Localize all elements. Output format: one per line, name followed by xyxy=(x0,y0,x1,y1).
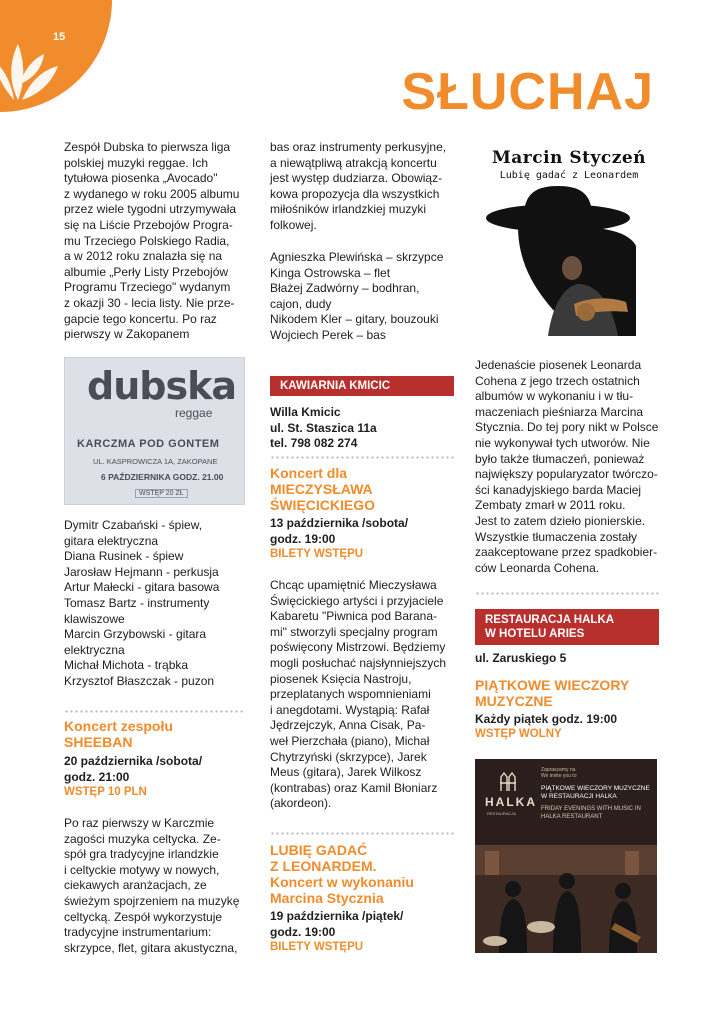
dubska-entry: WSTĘP 20 ZŁ xyxy=(135,489,188,498)
ticket-info: BILETY WSTĘPU xyxy=(270,548,364,561)
halka-event-en: FRIDAY EVENINGS WITH MUSIC IN HALKA RESTAURANT xyxy=(541,806,641,820)
event-date: 19 października /piątek/ xyxy=(270,909,404,923)
sheeban-members: Agnieszka Plewińska – skrzypce Kinga Ostrowska – flet Błażej Zadwórny – bodhran, cajon, dudy Nikodem Kler – gitary, bouzouki Wojciech Perek – bas xyxy=(270,250,444,342)
section-title: SŁUCHAJ xyxy=(401,63,654,121)
sheeban-continued: bas oraz instrumenty perkusyjne, a niewątpliwą atrakcją koncertu jest występ dudziarza. Obowiąz- kowa propozycja dla wszystkich miłośników irlandzkiej muzyki folkowej. xyxy=(270,140,447,232)
page-number: 15 xyxy=(53,31,66,43)
kmicic-address: Willa Kmicic ul. St. Staszica 11a tel. 798 082 274 xyxy=(270,405,377,451)
divider xyxy=(270,456,454,459)
swiecicki-description: Chcąc upamiętnić Mieczysława Święcickiego artyści i przyjaciele Kabaretu "Piwnica pod Barana- mi" stworzyli specjalny program poświęcony Mistrzowi. Będziemy mogli posłuchać najsłynniejszych piosenek Księcia Nastroju, przeplatanych wspomnieniami i anegdotami. Wystąpią: Rafał Jędrzejczyk, Anna Cisak, Pa- weł Pierzchała (piano), Michał Chytrzyński (skrzypce), Jarek Meus (gitara), Jarek Wilkosz (kontrabas) oraz Kamil Błoniarz (akordeon). xyxy=(270,578,447,811)
dubska-date: 6 PAŹDZIERNIKA GODZ. 21.00 xyxy=(101,472,224,482)
venue-banner-halka: RESTAURACJA HALKA W HOTELU ARIES xyxy=(475,609,659,645)
event-date: 20 października /sobota/ xyxy=(64,754,203,768)
dubska-lineup: Dymitr Czabański - śpiew, gitara elektryczna Diana Rusinek - śpiew Jarosław Hejmann - perkusja Artur Małecki - gitara basowa Tomasz Bartz - instrumenty klawiszowe Marcin Grzybowski - gitara elektryczna Michał Michota - trąbka Krzysztof Błaszczak - puzon xyxy=(64,518,220,688)
halka-invite: Zapraszamy na We invite you to xyxy=(541,767,577,779)
divider xyxy=(270,832,454,835)
sheeban-event: Koncert zespołu SHEEBAN 20 października /sobota/ godz. 21:00 WSTĘP 10 PLN xyxy=(64,718,244,800)
event-date: Każdy piątek godz. 19:00 xyxy=(475,711,618,726)
ticket-info: WSTĘP WOLNY xyxy=(475,728,562,741)
dubska-venue: KARCZMA POD GONTEM xyxy=(77,438,220,450)
poster-subtitle: Lubię gadać z Leonardem xyxy=(499,170,639,181)
halka-poster xyxy=(475,759,657,953)
halka-venue-event: ul. Zaruskiego 5 PIĄTKOWE WIECZORY MUZYCZNE Każdy piątek godz. 19:00 WSTĘP WOLNY xyxy=(475,651,661,742)
event-title: Koncert dla xyxy=(270,465,348,481)
ticket-info: WSTĘP 10 PLN xyxy=(64,786,147,799)
dubska-genre: reggae xyxy=(175,406,213,420)
divider xyxy=(475,592,659,595)
dubska-logo: dubska xyxy=(87,364,236,408)
event-date: 13 października /sobota/ xyxy=(270,516,409,530)
divider xyxy=(64,710,244,713)
halka-event-pl: PIĄTKOWE WIECZORY MUZYCZNE W RESTAURACJI HALKA xyxy=(541,785,650,800)
dubska-intro: Zespół Dubska to pierwsza liga polskiej muzyki reggae. Ich tytułowa piosenka „Avocado" z wydanego w roku 2005 albumu przez wiele tygodni utrzymywała się na Liście Przebojów Progra- mu Trzeciego Polskiego Radia, a w 2012 roku znalazła się na albumie „Perły Listy Przebojów Programu Trzeciego" wydanym z okazji 30 - lecia listy. Nie prze- gapcie tego koncertu. Po raz pierwszy w Zakopanem xyxy=(64,140,240,342)
swiecicki-event: Koncert dla MIECZYSŁAWA ŚWIĘCICKIEGO 13 października /sobota/ godz. 19:00 BILETY WSTĘPU xyxy=(270,465,455,562)
poster-artist-name: Marcin Styczeń xyxy=(491,148,647,168)
event-title: LUBIĘ GADAĆ xyxy=(270,842,368,858)
corner-leaf-ornament xyxy=(0,0,112,112)
dubska-address: UL. KASPROWICZA 1A, ZAKOPANE xyxy=(93,457,218,466)
event-title: Koncert zespołu xyxy=(64,718,173,734)
sheeban-description: Po raz pierwszy w Karczmie zagości muzyka celtycka. Ze- spół gra tradycyjne irlandzkie i celtyckie motywy w nowych, ciekawych aranżacjach, ze świeżym spojrzeniem na muzykę celtycką. Zespół wykorzystuje tradycyjne instrumentarium: skrzypce, flet, gitara akustyczna, xyxy=(64,816,240,955)
venue-banner-kmicic: KAWIARNIA KMICIC xyxy=(270,376,454,396)
ticket-info: BILETY WSTĘPU xyxy=(270,941,364,954)
styczen-poster xyxy=(478,144,658,336)
halka-brand-sub: RESTAURACJA xyxy=(487,811,517,816)
venue-address: ul. Zaruskiego 5 xyxy=(475,651,567,665)
styczen-description: Jedenaście piosenek Leonarda Cohena z jego trzech ostatnich albumów w wykonaniu i w tłu- maczeniach pieśniarza Marcina Stycznia. Do tej pory nikt w Polsce nie wykonywał tych utworów. Nie było także tłumaczeń, ponieważ największy popularyzator twórczo- ści kanadyjskiego barda Maciej Zembaty zmarł w 2011 roku. Jest to zatem dzieło pionierskie. Wszystkie tłumaczenia zostały zaakceptowane przez spadkobier- ców Leonarda Cohena. xyxy=(475,358,659,575)
halka-logo-icon xyxy=(497,771,519,793)
dubska-poster xyxy=(64,357,245,505)
event-title: PIĄTKOWE WIECZORY xyxy=(475,676,630,693)
hat-silhouette-illustration xyxy=(478,186,658,336)
halka-brand: HALKA xyxy=(485,795,537,809)
styczen-event: LUBIĘ GADAĆ Z LEONARDEM. Koncert w wykonaniu Marcina Stycznia 19 października /piątek/ godz. 19:00 BILETY WSTĘPU xyxy=(270,842,455,955)
band-photo xyxy=(475,845,657,953)
